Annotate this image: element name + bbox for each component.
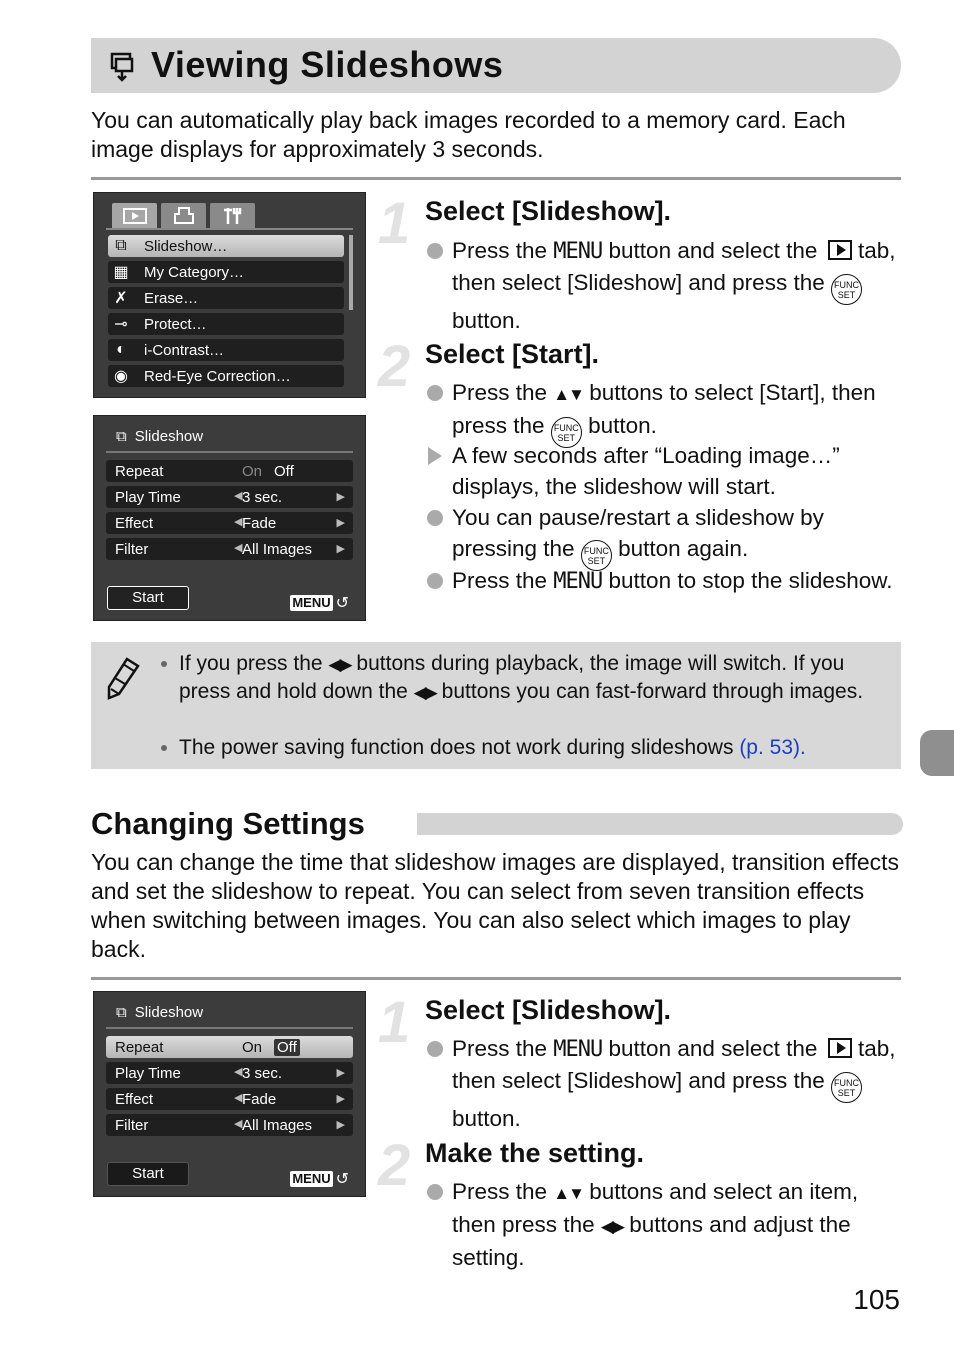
section-divider bbox=[91, 177, 901, 180]
left-right-arrows-icon: ◀▶ bbox=[328, 655, 351, 674]
up-down-arrows-icon: ▲▼ bbox=[553, 1184, 583, 1203]
start-button: Start bbox=[107, 1162, 189, 1186]
print-tab bbox=[161, 203, 206, 228]
header-underline bbox=[106, 451, 353, 453]
left-arrow-icon: ◀ bbox=[234, 1066, 243, 1078]
note-item: The power saving function does not work during slideshows (p. 53). bbox=[161, 734, 891, 761]
menu-item-label: Protect… bbox=[144, 315, 207, 333]
step-result: A few seconds after “Loading image…” displays, the slideshow will start. bbox=[427, 440, 902, 502]
note-box bbox=[91, 642, 901, 769]
page-title: Viewing Slideshows bbox=[151, 44, 504, 85]
menu-item bbox=[108, 261, 344, 283]
bullet-dot-icon bbox=[161, 745, 167, 751]
bullet-dot-icon bbox=[427, 385, 443, 401]
slideshow-header: ⧉ Slideshow bbox=[116, 1004, 204, 1021]
slideshow-settings-screen-2 bbox=[93, 991, 366, 1197]
step-number: 1 bbox=[378, 191, 411, 256]
section-title-bar bbox=[417, 813, 903, 835]
slideshow-header: ⧉ Slideshow bbox=[116, 428, 204, 445]
menu-item bbox=[108, 313, 344, 335]
bullet-dot-icon bbox=[427, 1184, 443, 1200]
func-set-icon: FUNC SET bbox=[581, 540, 612, 571]
print-tab-icon bbox=[173, 207, 195, 225]
step-bullet: Press the ▲▼ buttons to select [Start], then press the FUNC SET button. bbox=[427, 377, 902, 448]
result-arrow-icon bbox=[428, 447, 442, 465]
intro-text: You can automatically play back images recorded to a memory card. Each image displays for approximately 3 seconds. bbox=[91, 107, 846, 162]
play-time-row: Play Time ◀ 3 sec. ▶ bbox=[106, 1062, 353, 1084]
menu-item bbox=[108, 287, 344, 309]
step-bullet: Press the MENU button and select the tab, then select [Slideshow] and press the FUNC SET button. bbox=[427, 1033, 902, 1134]
effect-row: Effect ◀ Fade ▶ bbox=[106, 1088, 353, 1110]
menu-button-icon: MENU bbox=[553, 1037, 603, 1062]
slideshow-icon: ⧉ bbox=[115, 237, 127, 254]
menu-item bbox=[108, 365, 344, 387]
play-tab-icon bbox=[123, 208, 147, 224]
menu-button-icon: MENU bbox=[553, 569, 603, 594]
menu-button-icon: MENU bbox=[553, 239, 603, 264]
bullet-dot-icon bbox=[427, 510, 443, 526]
func-set-icon: FUNC SET bbox=[831, 274, 862, 305]
left-arrow-icon: ◀ bbox=[234, 542, 243, 554]
step-title: Make the setting. bbox=[425, 1138, 645, 1168]
section-title: Changing Settings bbox=[91, 806, 365, 841]
bullet-dot-icon bbox=[427, 573, 443, 589]
menu-icon: MENU bbox=[292, 1171, 331, 1186]
func-set-icon: FUNC SET bbox=[831, 1072, 862, 1103]
right-arrow-icon: ▶ bbox=[336, 491, 345, 503]
menu-icon: MENU bbox=[292, 595, 331, 610]
bullet-dot-icon bbox=[161, 661, 167, 667]
step-bullet: Press the MENU button and select the tab, then select [Slideshow] and press the FUNC SET button. bbox=[427, 235, 902, 336]
step-title: Select [Slideshow]. bbox=[425, 196, 672, 226]
playback-tab bbox=[112, 203, 157, 228]
left-right-arrows-icon: ◀▶ bbox=[600, 1217, 623, 1236]
repeat-row: Repeat On Off bbox=[106, 460, 353, 482]
menu-item bbox=[108, 339, 344, 361]
right-arrow-icon: ▶ bbox=[336, 1067, 345, 1079]
chapter-tab bbox=[920, 730, 954, 776]
slideshow-icon: ⧉ bbox=[116, 428, 127, 445]
filter-row: Filter ◀ All Images ▶ bbox=[106, 1114, 353, 1136]
my-category-icon: ▦ bbox=[113, 264, 129, 281]
right-arrow-icon: ▶ bbox=[336, 1093, 345, 1105]
step-title: Select [Start]. bbox=[425, 339, 600, 369]
slideshow-settings-screen-1 bbox=[93, 415, 366, 621]
step-bullet: Press the ▲▼ buttons and select an item, then press the ◀▶ buttons and adjust the setting. bbox=[427, 1176, 902, 1273]
play-time-row: Play Time ◀ 3 sec. ▶ bbox=[106, 486, 353, 508]
back-icon: ↺ bbox=[335, 595, 349, 612]
header-underline bbox=[106, 1027, 353, 1029]
tabs-underline bbox=[106, 228, 353, 230]
tools-tab-icon bbox=[222, 207, 244, 225]
slideshow-icon bbox=[107, 50, 137, 82]
menu-back-badge bbox=[290, 593, 349, 613]
bullet-dot-icon bbox=[427, 1041, 443, 1057]
menu-item-label: Erase… bbox=[144, 289, 199, 307]
protect-key-icon: ⊸ bbox=[114, 316, 128, 333]
menu-tabs bbox=[112, 203, 255, 228]
erase-icon: ✗ bbox=[114, 290, 128, 307]
left-arrow-icon: ◀ bbox=[234, 1118, 243, 1130]
title-bar bbox=[91, 38, 901, 93]
start-button: Start bbox=[107, 586, 189, 610]
step-number: 2 bbox=[378, 1133, 411, 1198]
step-bullet: You can pause/restart a slideshow by pressing the FUNC SET button again. bbox=[427, 502, 902, 571]
menu-item bbox=[108, 235, 344, 257]
note-item: If you press the ◀▶ buttons during playback, the image will switch. If you press and hold down the ◀▶ buttons you can fast-forward through images. bbox=[161, 650, 891, 706]
right-arrow-icon: ▶ bbox=[336, 517, 345, 529]
right-arrow-icon: ▶ bbox=[336, 1119, 345, 1131]
menu-item-label: Red-Eye Correction… bbox=[144, 367, 291, 385]
menu-item-label: i-Contrast… bbox=[144, 341, 225, 359]
filter-row: Filter ◀ All Images ▶ bbox=[106, 538, 353, 560]
up-down-arrows-icon: ▲▼ bbox=[553, 385, 583, 404]
repeat-row: Repeat On Off bbox=[106, 1036, 353, 1058]
menu-back-badge bbox=[290, 1169, 349, 1189]
back-icon: ↺ bbox=[335, 1171, 349, 1188]
step-number: 2 bbox=[378, 334, 411, 399]
playback-menu-screen bbox=[93, 192, 366, 398]
right-arrow-icon: ▶ bbox=[336, 543, 345, 555]
page-number: 105 bbox=[853, 1284, 900, 1315]
section-divider bbox=[91, 977, 901, 980]
step-number: 1 bbox=[378, 990, 411, 1055]
step-title: Select [Slideshow]. bbox=[425, 995, 672, 1025]
left-arrow-icon: ◀ bbox=[234, 1092, 243, 1104]
step-bullet: Press the MENU button to stop the slideshow. bbox=[427, 565, 902, 597]
bullet-dot-icon bbox=[427, 243, 443, 259]
effect-row: Effect ◀ Fade ▶ bbox=[106, 512, 353, 534]
tools-tab bbox=[210, 203, 255, 228]
func-set-icon: FUNC SET bbox=[551, 417, 582, 448]
section-intro: You can change the time that slideshow images are displayed, transition effects and set the slideshow to repeat. You can select from seven transition effects when switching between images. You can also select which images to play back. bbox=[91, 849, 900, 962]
playback-tab-icon bbox=[828, 1038, 852, 1058]
left-right-arrows-icon: ◀▶ bbox=[413, 683, 436, 702]
menu-item-label: My Category… bbox=[144, 263, 245, 281]
scrollbar bbox=[349, 235, 353, 310]
pencil-icon bbox=[105, 656, 141, 700]
playback-tab-icon bbox=[828, 240, 852, 260]
menu-item-label: Slideshow… bbox=[144, 237, 228, 255]
slideshow-icon: ⧉ bbox=[116, 1004, 127, 1021]
left-arrow-icon: ◀ bbox=[234, 490, 243, 502]
i-contrast-icon: ◐ bbox=[116, 341, 126, 358]
left-arrow-icon: ◀ bbox=[234, 516, 243, 528]
red-eye-icon: ◉ bbox=[114, 368, 128, 385]
page-reference-link[interactable]: (p. 53) bbox=[739, 736, 801, 759]
